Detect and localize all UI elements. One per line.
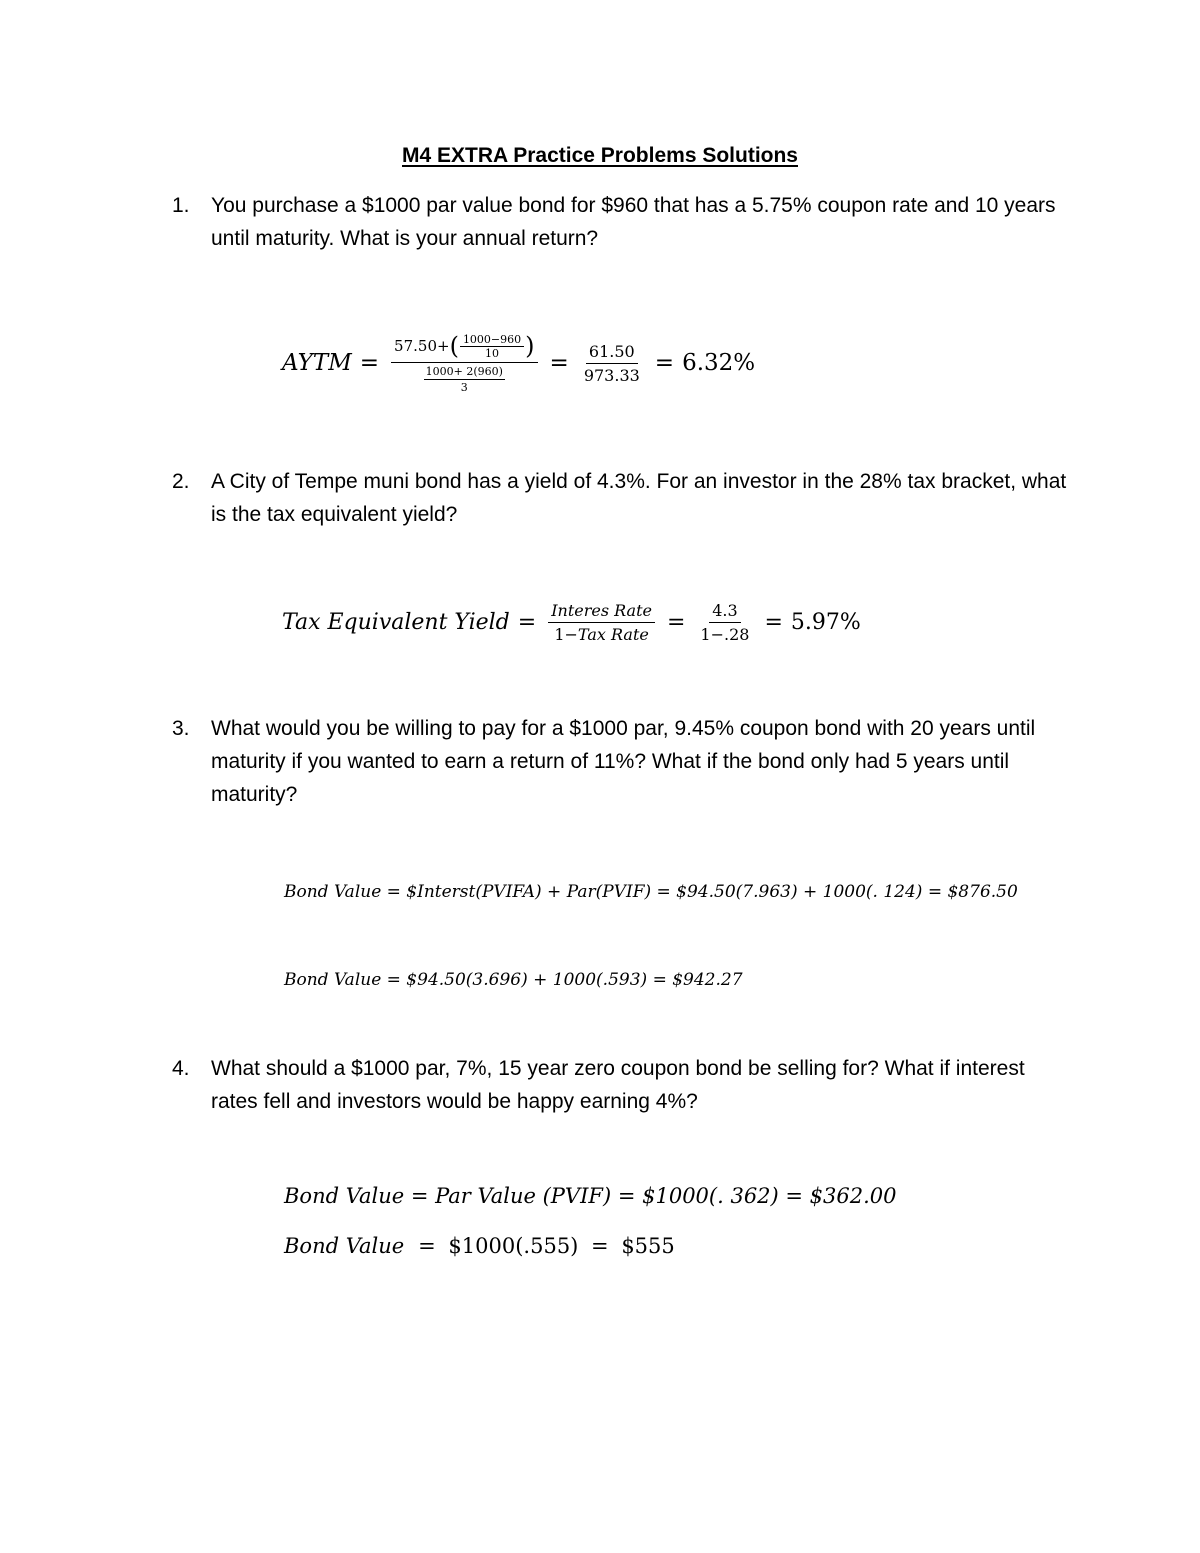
- equals-sign: =: [666, 609, 686, 635]
- tey-values-fraction: [697, 601, 752, 644]
- question-number: 1.: [172, 194, 190, 217]
- question-4: [172, 1052, 1072, 1118]
- aytm-main-fraction: [391, 333, 537, 394]
- simplified-numerator: 61.50: [586, 342, 638, 364]
- formula-aytm: [282, 318, 755, 408]
- formula-bond-value-5yr: Bond Value = $94.50(3.696) + 1000(.593) = $942.27: [284, 970, 743, 990]
- aytm-simplified-fraction: [581, 342, 643, 385]
- question-2: [172, 465, 1072, 531]
- question-number: 4.: [172, 1057, 190, 1080]
- average-price-denominator: 3: [460, 380, 468, 394]
- formula-rhs: = $1000(.555) = $555: [418, 1234, 675, 1258]
- question-text: What would you be willing to pay for a $1000 par, 9.45% coupon bond with 20 years until maturity if you wanted to earn a return of 11%? What if the bond only had 5 years until maturity?: [211, 717, 1036, 806]
- price-change-numerator: 1000−960: [460, 333, 524, 347]
- question-number: 3.: [172, 717, 190, 740]
- formula-zero-coupon-7pct: Bond Value = Par Value (PVIF) = $1000(. 362) = $362.00: [284, 1184, 897, 1208]
- equals-sign: =: [654, 350, 675, 376]
- formula-tax-equivalent-yield: [282, 594, 861, 650]
- formula-bond-value-20yr: Bond Value = $Interst(PVIFA) + Par(PVIF) = $94.50(7.963) + 1000(. 124) = $876.50: [284, 882, 1018, 902]
- question-text: You purchase a $1000 par value bond for $960 that has a 5.75% coupon rate and 10 years until maturity. What is your annual return?: [211, 194, 1056, 250]
- question-text: What should a $1000 par, 7%, 15 year zero coupon bond be selling for? What if interest rates fell and investors would be happy earning 4%?: [211, 1057, 1025, 1113]
- equals-sign: =: [359, 350, 380, 376]
- tey-denominator: [551, 623, 652, 644]
- equals-sign: =: [517, 609, 537, 635]
- question-number: 2.: [172, 470, 190, 493]
- formula-lhs: AYTM: [282, 350, 352, 376]
- coupon-amount: 57.50+: [394, 337, 450, 355]
- open-paren: (: [449, 332, 459, 360]
- one-minus: 1−: [554, 624, 578, 644]
- aytm-result: 6.32%: [682, 350, 756, 376]
- tey-result: 5.97%: [790, 609, 861, 635]
- question-1: [172, 189, 1072, 255]
- aytm-numerator: [391, 333, 537, 363]
- price-change-fraction: [460, 333, 524, 360]
- question-text: A City of Tempe muni bond has a yield of 4.3%. For an investor in the 28% tax bracket, what is the tax equivalent yield?: [211, 470, 1067, 526]
- aytm-denominator: [421, 363, 508, 394]
- price-change-denominator: 10: [485, 346, 500, 360]
- simplified-denominator: 973.33: [583, 365, 640, 385]
- page-title: M4 EXTRA Practice Problems Solutions: [402, 144, 798, 167]
- formula-zero-coupon-4pct: [284, 1234, 675, 1258]
- close-paren: ): [525, 332, 535, 360]
- question-3: [172, 712, 1072, 811]
- average-price-fraction: [424, 365, 505, 394]
- average-price-numerator: 1000+ 2(960): [425, 364, 503, 378]
- tey-values-denominator: 1−.28: [700, 624, 750, 644]
- equals-sign: =: [549, 350, 569, 376]
- tey-values-numerator: 4.3: [709, 601, 740, 623]
- formula-lhs: Tax Equivalent Yield: [282, 609, 510, 635]
- tey-formula-fraction: [548, 601, 655, 644]
- tey-numerator: Interes Rate: [548, 601, 655, 623]
- equals-sign: =: [764, 609, 783, 635]
- formula-lhs: Bond Value: [284, 1234, 405, 1258]
- tax-rate-label: Tax Rate: [577, 624, 649, 644]
